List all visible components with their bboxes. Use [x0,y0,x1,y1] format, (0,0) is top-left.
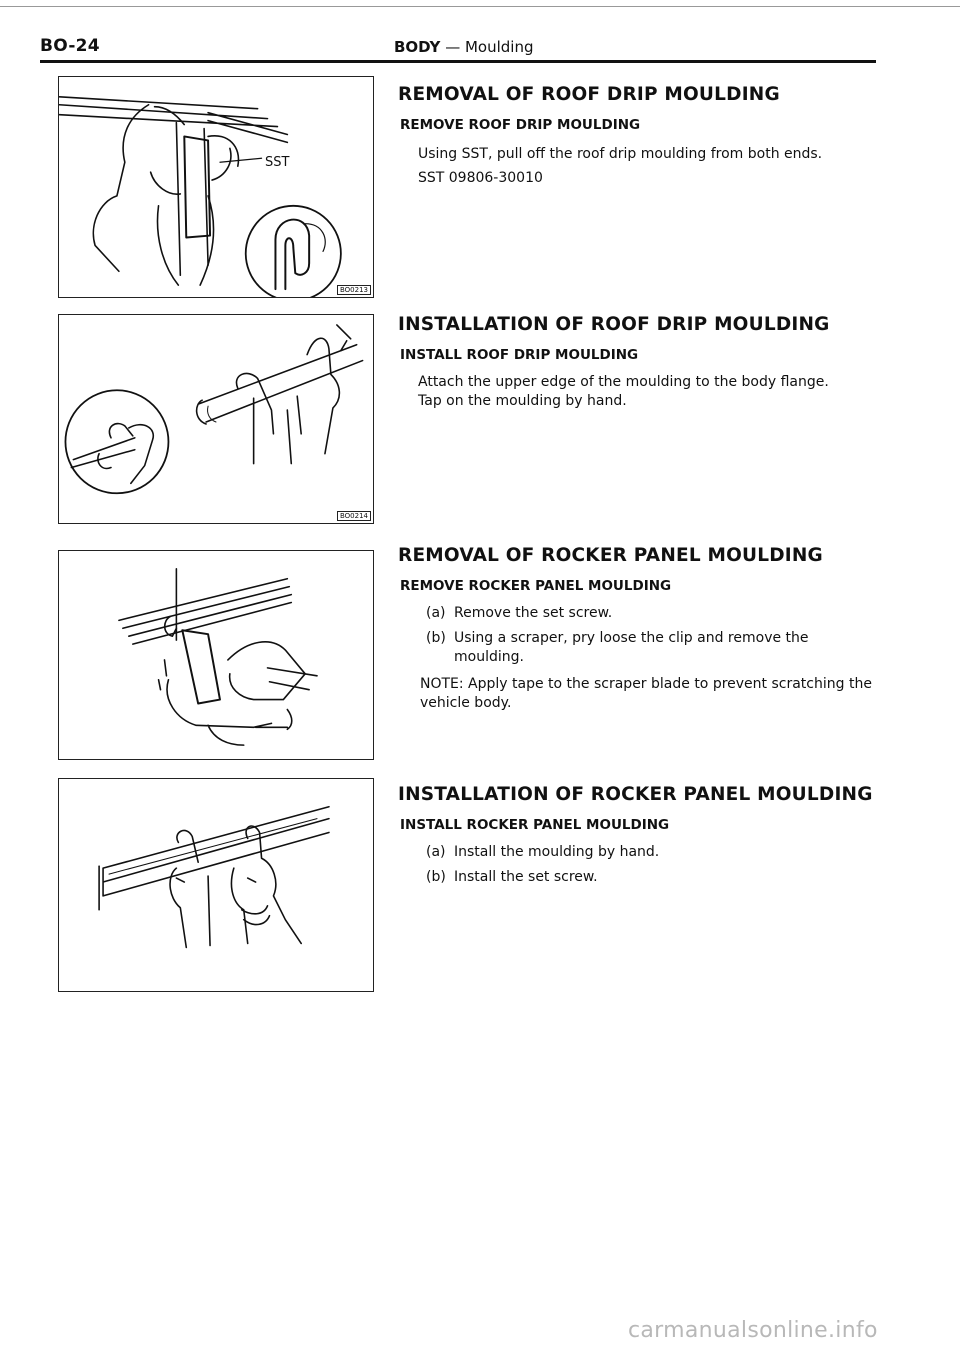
section-heading: REMOVAL OF ROCKER PANEL MOULDING [398,545,823,566]
section-text: Using SST, pull off the roof drip moulding from both ends. [418,146,823,162]
section-text: SST 09806-30010 [418,170,543,186]
header-rule [40,60,876,63]
section-text: Attach the upper edge of the moulding to the body flange. [418,374,829,390]
roof-drip-installation-illustration [59,315,373,523]
rocker-panel-installation-illustration [59,779,373,991]
page-number: BO-24 [40,36,100,56]
section-title [394,38,533,56]
rocker-panel-removal-illustration [59,551,373,759]
step-label: (a) [426,605,446,621]
section-removal-rocker-panel [398,545,878,713]
section-installation-roof-drip [398,314,878,411]
figure-roof-drip-installation [58,314,374,524]
figure-code: BO0213 [337,285,371,295]
figure-roof-drip-removal [58,76,374,298]
step-label: (b) [426,630,446,646]
step-text: Using a scraper, pry loose the clip and remove the moulding. [454,630,809,665]
section-title-bold: BODY [394,38,441,56]
section-subheading: REMOVE ROOF DRIP MOULDING [400,117,641,133]
section-heading: INSTALLATION OF ROCKER PANEL MOULDING [398,784,873,805]
section-heading: REMOVAL OF ROOF DRIP MOULDING [398,84,780,105]
section-subheading: INSTALL ROCKER PANEL MOULDING [400,817,670,833]
section-subheading: INSTALL ROOF DRIP MOULDING [400,347,639,363]
step-label: (b) [426,869,446,885]
step [426,868,878,887]
step-text: Install the moulding by hand. [454,844,660,860]
step-text: Install the set screw. [454,869,598,885]
step [426,843,878,862]
step-label: (a) [426,844,446,860]
figure-code: BO0214 [337,511,371,521]
figure-rocker-panel-installation [58,778,374,992]
section-installation-rocker-panel [398,784,878,887]
step [426,629,878,667]
watermark: carmanualsonline.info [628,1318,878,1343]
roof-drip-removal-illustration [59,77,373,297]
section-title-rest: — Moulding [445,38,534,56]
top-rule [0,6,960,7]
figure-callout-sst: SST [265,155,290,170]
section-subheading: REMOVE ROCKER PANEL MOULDING [400,578,672,594]
note: NOTE: Apply tape to the scraper blade to prevent scratching the vehicle body. [420,676,872,711]
step-text: Remove the set screw. [454,605,613,621]
section-heading: INSTALLATION OF ROOF DRIP MOULDING [398,314,830,335]
section-text: Tap on the moulding by hand. [418,393,627,409]
figure-rocker-panel-removal [58,550,374,760]
step [426,604,878,623]
section-removal-roof-drip [398,84,878,188]
